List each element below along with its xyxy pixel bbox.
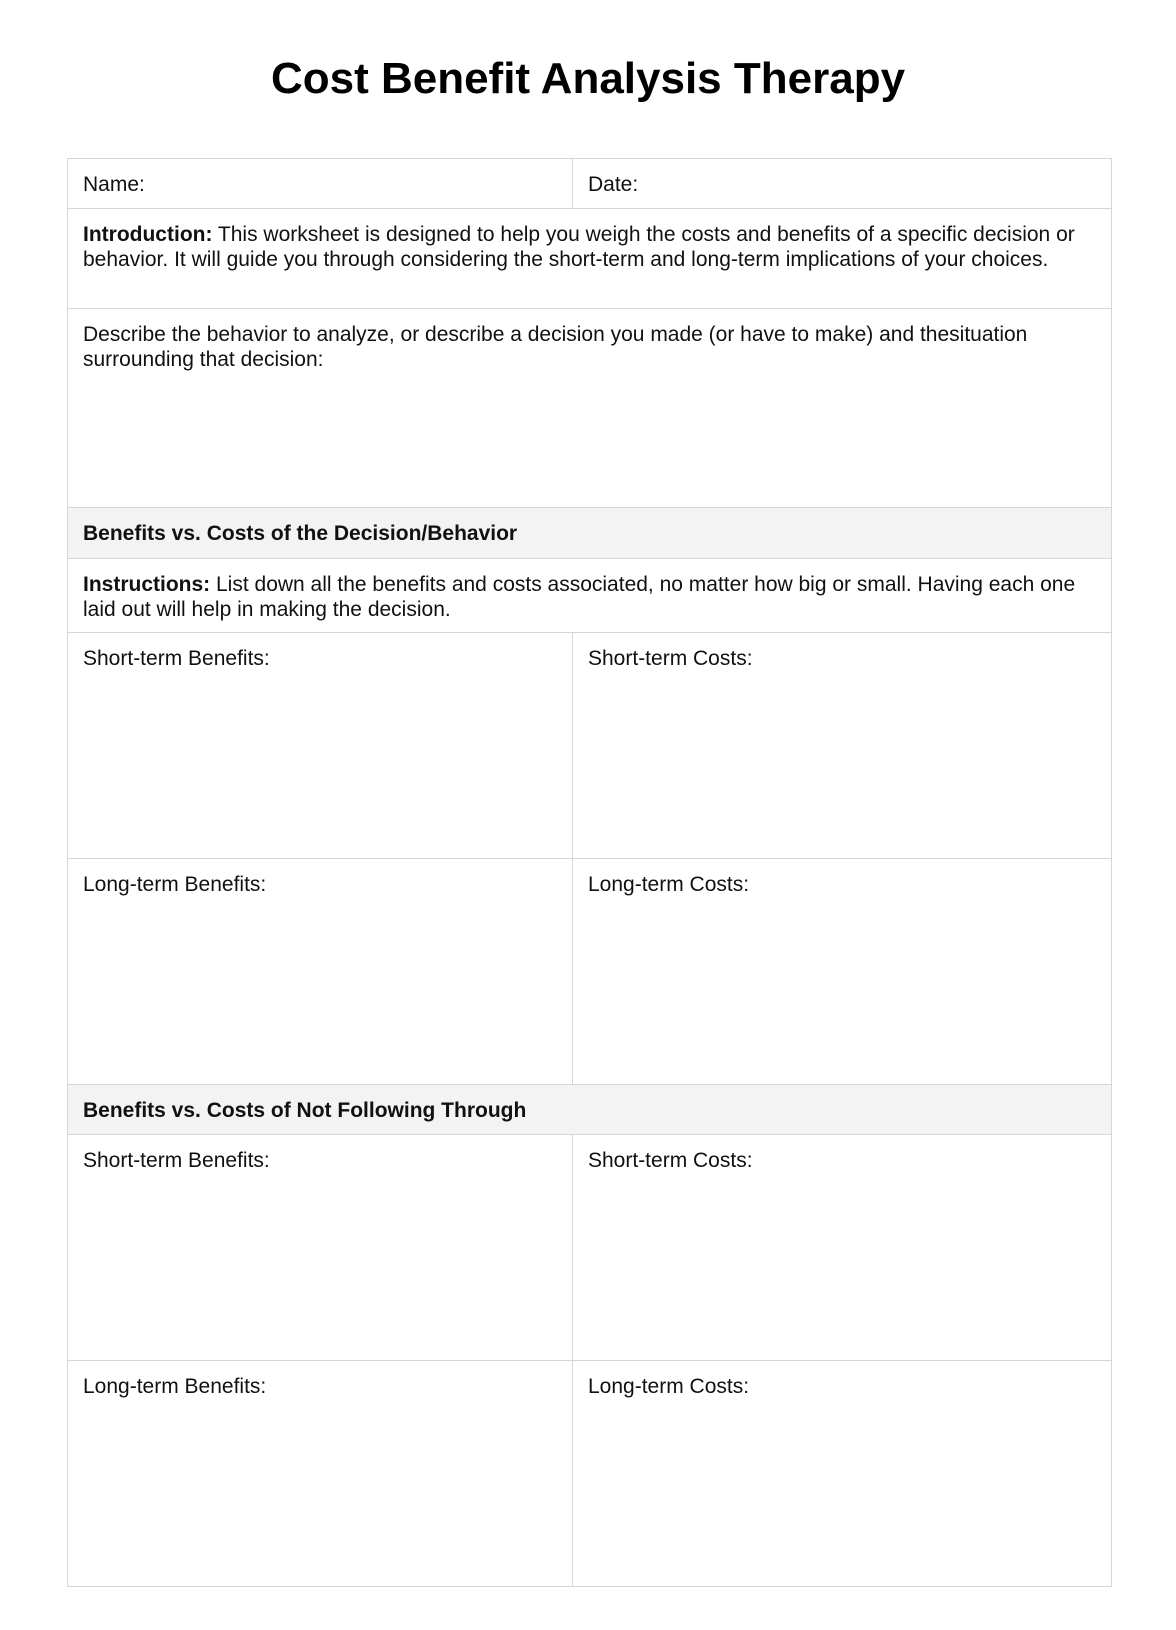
not-following-short-term-costs-label: Short-term Costs: bbox=[588, 1149, 753, 1172]
decision-long-term-benefits-label: Long-term Benefits: bbox=[83, 873, 267, 896]
not-following-long-term-costs-label: Long-term Costs: bbox=[588, 1375, 750, 1398]
not-following-long-term-benefits-label: Long-term Benefits: bbox=[83, 1375, 267, 1398]
section-heading-decision: Benefits vs. Costs of the Decision/Behavior bbox=[68, 508, 1112, 559]
section-heading-not-following: Benefits vs. Costs of Not Following Through bbox=[68, 1085, 1112, 1135]
worksheet-table bbox=[67, 158, 1112, 1587]
date-field[interactable] bbox=[573, 159, 1112, 209]
page-title: Cost Benefit Analysis Therapy bbox=[270, 54, 906, 103]
instructions-cell bbox=[68, 559, 1112, 633]
decision-short-term-benefits-label: Short-term Benefits: bbox=[83, 647, 270, 670]
decision-short-term-benefits-field[interactable] bbox=[68, 633, 573, 859]
decision-long-term-costs-label: Long-term Costs: bbox=[588, 873, 750, 896]
introduction-label: Introduction: bbox=[83, 223, 213, 246]
decision-long-term-costs-field[interactable] bbox=[573, 859, 1112, 1085]
instructions-label: Instructions: bbox=[83, 573, 211, 596]
date-label: Date: bbox=[588, 173, 639, 196]
introduction-cell bbox=[68, 209, 1112, 309]
decision-long-term-benefits-field[interactable] bbox=[68, 859, 573, 1085]
decision-short-term-costs-label: Short-term Costs: bbox=[588, 647, 753, 670]
describe-prompt: Describe the behavior to analyze, or describe a decision you made (or have to make) and thesituation surrounding that decision: bbox=[83, 323, 1028, 371]
describe-field[interactable] bbox=[68, 309, 1112, 508]
introduction-text: This worksheet is designed to help you weigh the costs and benefits of a specific decision or behavior. It will guide you through considering the short-term and long-term implications of your choices. bbox=[83, 223, 1075, 271]
decision-short-term-costs-field[interactable] bbox=[573, 633, 1112, 859]
not-following-long-term-benefits-field[interactable] bbox=[68, 1361, 573, 1587]
not-following-long-term-costs-field[interactable] bbox=[573, 1361, 1112, 1587]
not-following-short-term-costs-field[interactable] bbox=[573, 1135, 1112, 1361]
instructions-text: List down all the benefits and costs associated, no matter how big or small. Having each one laid out will help in making the decision. bbox=[83, 573, 1076, 621]
name-field[interactable] bbox=[68, 159, 573, 209]
not-following-short-term-benefits-label: Short-term Benefits: bbox=[83, 1149, 270, 1172]
name-label: Name: bbox=[83, 173, 145, 196]
not-following-short-term-benefits-field[interactable] bbox=[68, 1135, 573, 1361]
